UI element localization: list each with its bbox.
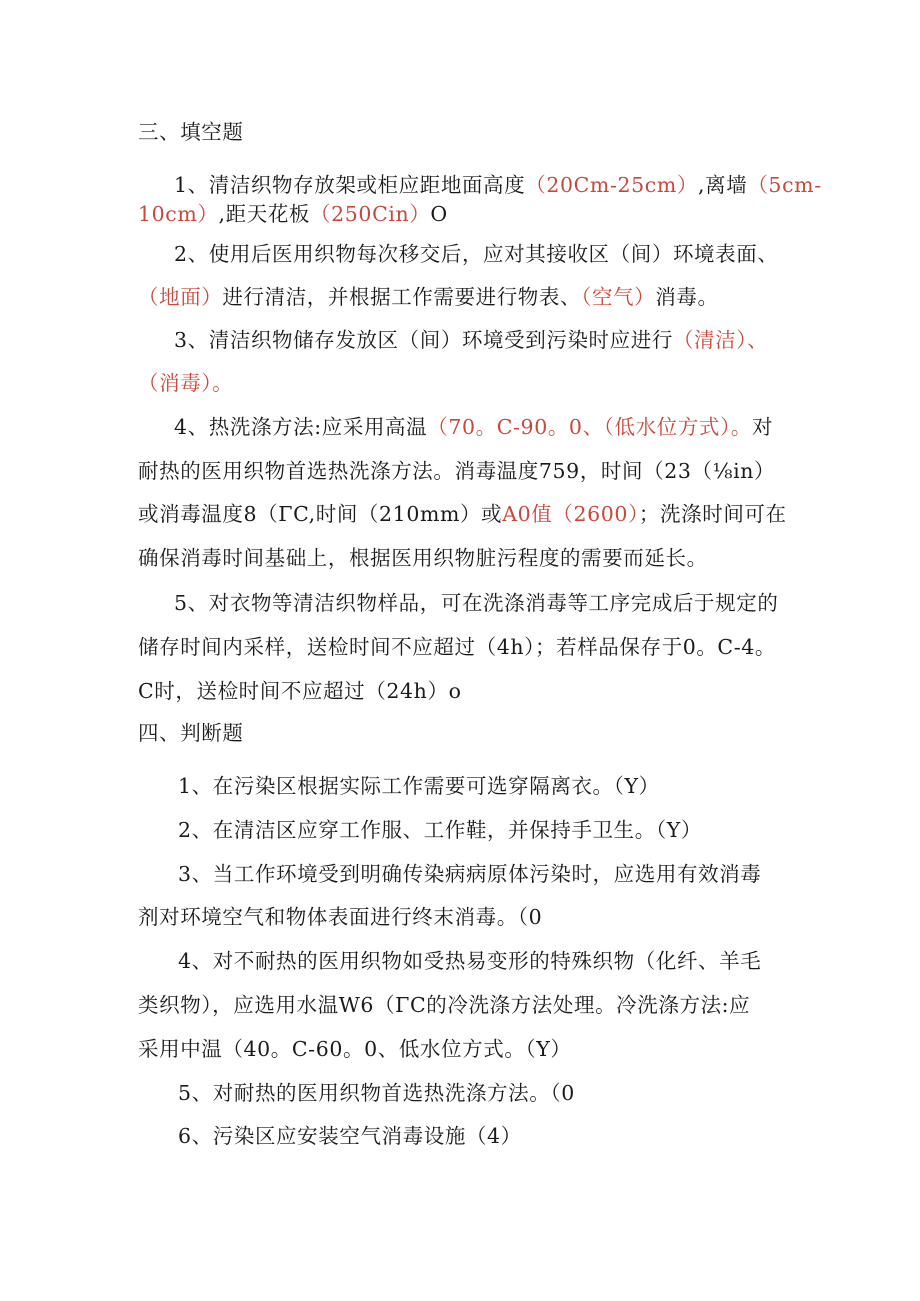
judgement-4-line-2: 类织物），应选用水温W6（ΓC的冷洗涤方法处理。冷洗涤方法:应 xyxy=(138,993,751,1017)
judgement-4-line-3: 采用中温（40。C-60。0、低水位方式。（Y） xyxy=(138,1037,572,1061)
question-3-text: 3、清洁织物储存发放区（间）环境受到污染时应进行 xyxy=(174,328,673,352)
judgement-1: 1、在污染区根据实际工作需要可选穿隔离衣。（Y） xyxy=(178,774,660,798)
question-3-line-1 xyxy=(174,326,768,354)
question-1-text-b: ,离墙 xyxy=(698,173,748,197)
answer-4-temperature: （70。C-90。0、（低水位方式）。 xyxy=(427,415,752,439)
question-4-line-4: 确保消毒时间基础上，根据医用织物脏污程度的需要而延长。 xyxy=(138,546,708,570)
question-5-line-2: 储存时间内采样，送检时间不应超过（4h）；若样品保存于0。C-4。 xyxy=(138,635,776,659)
answer-1-ceiling: （250Cin） xyxy=(310,202,431,226)
question-2-line-2 xyxy=(138,283,719,311)
question-3-line-2 xyxy=(138,369,233,397)
judgement-3-line-1: 3、当工作环境受到明确传染病病原体污染时，应选用有效消毒 xyxy=(178,862,762,886)
question-1-text-c: ,距天花板 xyxy=(218,202,311,226)
judgement-4-line-1: 4、对不耐热的医用织物如受热易变形的特殊织物（化纤、羊毛 xyxy=(178,949,762,973)
judgement-3-line-2: 剂对环境空气和物体表面进行终末消毒。（0 xyxy=(138,905,543,929)
question-4-line-1 xyxy=(174,413,773,441)
question-1-text-d: O xyxy=(430,202,448,226)
answer-1-height: （20Cm-25cm） xyxy=(525,173,698,197)
section-heading-true-false: 四、判断题 xyxy=(138,721,244,745)
question-5-line-1: 5、对衣物等清洁织物样品，可在洗涤消毒等工序完成后于规定的 xyxy=(174,591,779,615)
section-heading-fill-blank: 三、填空题 xyxy=(138,120,244,144)
answer-1-wall-a: （5cm- xyxy=(747,173,822,197)
question-2-text-b: 进行清洁，并根据工作需要进行物表、 xyxy=(222,285,582,309)
answer-4-a0-value: A0值（2600） xyxy=(502,502,639,526)
question-2-line-1: 2、使用后医用织物每次移交后，应对其接收区（间）环境表面、 xyxy=(174,242,779,266)
judgement-2: 2、在清洁区应穿工作服、工作鞋，并保持手卫生。（Y） xyxy=(178,818,702,842)
question-1-line-2 xyxy=(138,200,448,228)
judgement-6: 6、污染区应安装空气消毒设施（4） xyxy=(178,1124,522,1148)
question-4-text-d: ；洗涤时间可在 xyxy=(638,502,787,526)
question-4-line-2: 耐热的医用织物首选热洗涤方法。消毒温度759，时间（23（⅛in） xyxy=(138,459,776,483)
question-4-text-b: 对 xyxy=(751,415,774,439)
question-2-text-c: 消毒。 xyxy=(655,285,719,309)
question-5-line-3: C时，送检时间不应超过（24h）o xyxy=(138,679,462,703)
answer-3-disinfect: （消毒）。 xyxy=(138,371,234,395)
question-4-text-c: 或消毒温度8（ΓC,时间（210mm）或 xyxy=(138,502,503,526)
answer-2-air: （空气） xyxy=(581,285,656,309)
question-4-line-3 xyxy=(138,500,787,528)
judgement-5: 5、对耐热的医用织物首选热洗涤方法。（0 xyxy=(178,1081,575,1105)
question-4-text: 4、热洗涤方法:应采用高温 xyxy=(174,415,428,439)
answer-3-clean: （清洁）、 xyxy=(672,328,769,352)
answer-1-wall-b: 10cm） xyxy=(138,202,219,226)
answer-2-floor: （地面） xyxy=(138,285,223,309)
question-1-text: 1、清洁织物存放架或柜应距地面高度 xyxy=(174,173,526,197)
question-1-line-1 xyxy=(174,171,822,199)
